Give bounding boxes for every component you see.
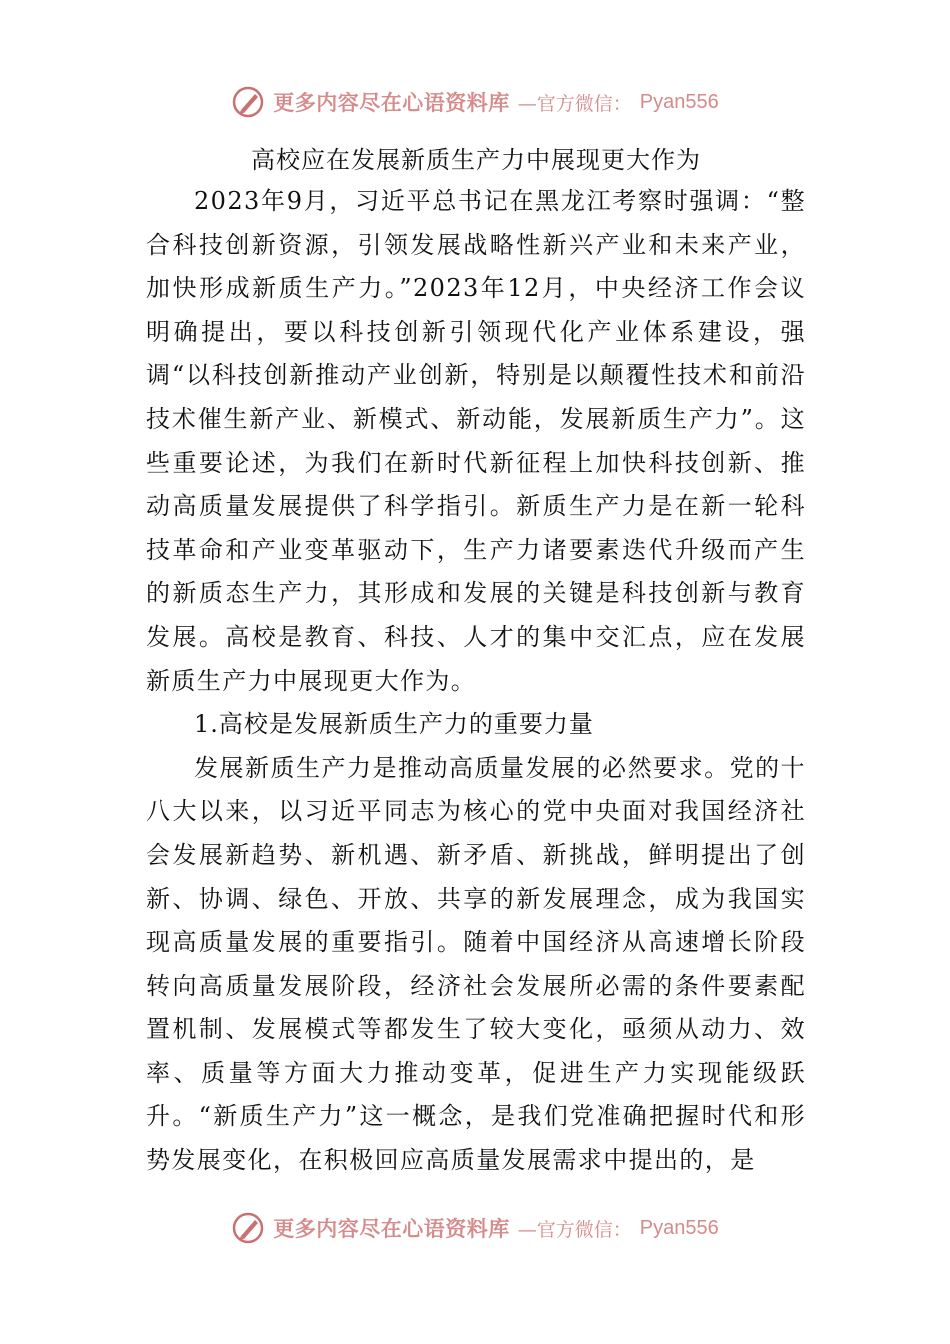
banner-text: 更多内容尽在心语资料库	[273, 1216, 510, 1241]
section-paragraph: 发展新质生产力是推动高质量发展的必然要求。党的十八大以来，以习近平同志为核心的党中央面对我国经济社会发展新趋势、新机遇、新矛盾、新挑战，鲜明提出了创新、协调、绿色、开放、共享的新发展理念，成为我国实现高质量发展的重要指引。随着中国经济从高速增长阶段转向高质量发展阶段，经济社会发展所必需的条件要素配置机制、发展模式等都发生了较大变化，亟须从动力、效率、质量等方面大力推动变革，促进生产力实现能级跃升。“新质生产力”这一概念，是我们党准确把握时代和形势发展变化，在积极回应高质量发展需求中提出的，是	[146, 753, 806, 1175]
pen-logo-icon	[231, 85, 265, 119]
banner-suffix: —官方微信：	[517, 1218, 632, 1241]
header-watermark-banner	[0, 82, 950, 122]
document-title: 高校应在发展新质生产力中展现更大作为	[251, 146, 701, 174]
banner-wechat-id: Pyan556	[639, 90, 719, 113]
banner-text: 更多内容尽在心语资料库	[273, 90, 510, 115]
banner-suffix: —官方微信：	[517, 92, 632, 115]
banner-wechat-id: Pyan556	[639, 1216, 719, 1239]
footer-watermark-banner	[0, 1208, 950, 1248]
document-body	[146, 140, 806, 1183]
intro-paragraph: 2023年9月，习近平总书记在黑龙江考察时强调：“整合科技创新资源，引领发展战略性新兴产业和未来产业，加快形成新质生产力。”2023年12月，中央经济工作会议明确提出，要以科技创新引领现代化产业体系建设，强调“以科技创新推动产业创新，特别是以颠覆性技术和前沿技术催生新产业、新模式、新动能，发展新质生产力”。这些重要论述，为我们在新时代新征程上加快科技创新、推动高质量发展提供了科学指引。新质生产力是在新一轮科技革命和产业变革驱动下，生产力诸要素迭代升级而产生的新质态生产力，其形成和发展的关键是科技创新与教育发展。高校是教育、科技、人才的集中交汇点，应在发展新质生产力中展现更大作为。	[146, 187, 806, 695]
pen-logo-icon	[231, 1211, 265, 1245]
section-heading: 1.高校是发展新质生产力的重要力量	[194, 710, 594, 739]
